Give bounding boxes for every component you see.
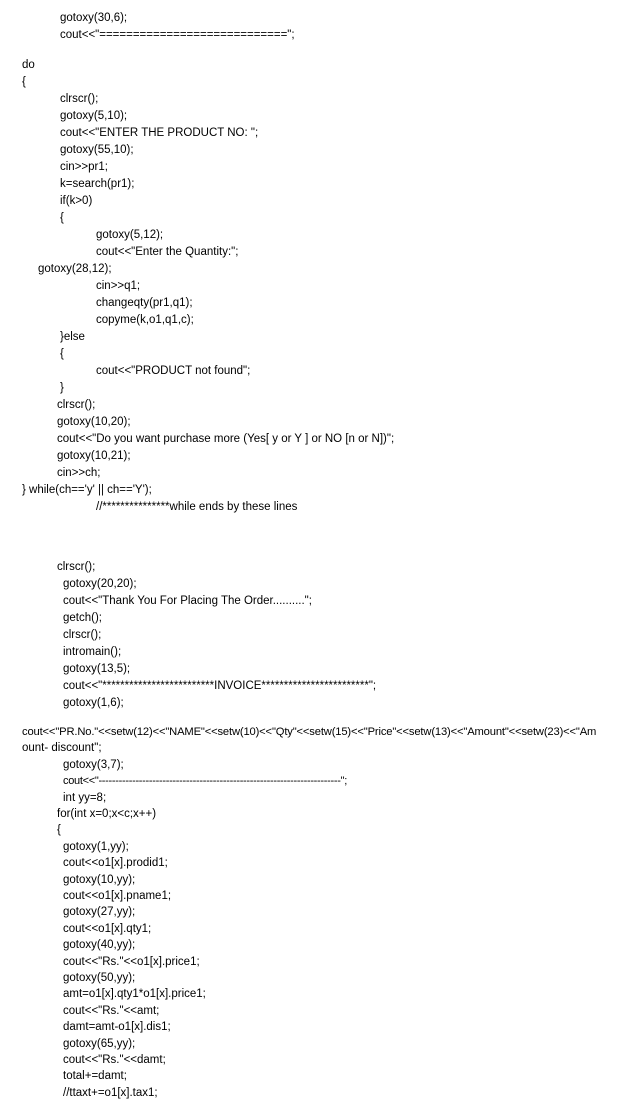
code-line: cout<<o1[x].qty1; — [63, 923, 152, 935]
code-line: ount- discount"; — [22, 742, 102, 754]
code-line: gotoxy(50,yy); — [63, 972, 136, 984]
code-line: gotoxy(40,yy); — [63, 939, 136, 951]
code-line: { — [60, 212, 64, 224]
code-line: cout<<"------------------------------------------------------------------------"; — [63, 775, 347, 787]
code-line: gotoxy(3,7); — [63, 759, 124, 771]
code-line: k=search(pr1); — [60, 178, 135, 190]
code-line: intromain(); — [63, 646, 122, 658]
code-line: cout<<"Thank You For Placing The Order.........."; — [63, 595, 312, 607]
code-line: gotoxy(10,20); — [57, 416, 131, 428]
code-line: } — [60, 382, 64, 394]
code-line: cout<<"*************************INVOICE************************"; — [63, 680, 377, 692]
code-line: gotoxy(1,6); — [63, 697, 124, 709]
code-line: damt=amt-o1[x].dis1; — [63, 1021, 171, 1033]
code-line: cout<<"Rs."<<o1[x].price1; — [63, 956, 200, 968]
code-line: gotoxy(5,10); — [60, 110, 128, 122]
code-line: gotoxy(65,yy); — [63, 1038, 136, 1050]
code-line: }else — [60, 331, 85, 343]
code-line: gotoxy(13,5); — [63, 663, 131, 675]
code-line: clrscr(); — [63, 629, 102, 641]
code-line: } while(ch=='y' || ch=='Y'); — [22, 484, 152, 496]
code-line: int yy=8; — [63, 792, 107, 804]
code-line: copyme(k,o1,q1,c); — [96, 314, 194, 326]
code-line: cout<<"============================"; — [60, 29, 295, 41]
code-line: cout<<o1[x].prodid1; — [63, 857, 168, 869]
code-line: for(int x=0;x<c;x++) — [57, 808, 157, 820]
code-line: clrscr(); — [57, 399, 96, 411]
code-line: cout<<"ENTER THE PRODUCT NO: "; — [60, 127, 259, 139]
code-line: cin>>ch; — [57, 467, 101, 479]
code-line: gotoxy(10,21); — [57, 450, 131, 462]
code-line: cin>>q1; — [96, 280, 141, 292]
code-line: gotoxy(55,10); — [60, 144, 134, 156]
code-line: total+=damt; — [63, 1070, 127, 1082]
code-line: cout<<"Enter the Quantity:"; — [96, 246, 239, 258]
code-line: cout<<"PRODUCT not found"; — [96, 365, 251, 377]
code-line: cout<<"Rs."<<amt; — [63, 1005, 160, 1017]
code-line: gotoxy(20,20); — [63, 578, 137, 590]
code-line: gotoxy(28,12); — [38, 263, 112, 275]
code-line: cin>>pr1; — [60, 161, 108, 173]
code-line: amt=o1[x].qty1*o1[x].price1; — [63, 988, 206, 1000]
code-line: do — [22, 59, 35, 71]
code-line: { — [60, 348, 64, 360]
code-line: clrscr(); — [60, 93, 99, 105]
code-line: cout<<"Rs."<<damt; — [63, 1054, 166, 1066]
code-line: if(k>0) — [60, 195, 93, 207]
code-line: cout<<o1[x].pname1; — [63, 890, 172, 902]
code-line: gotoxy(27,yy); — [63, 906, 136, 918]
code-line: gotoxy(1,yy); — [63, 841, 129, 853]
code-line: gotoxy(5,12); — [96, 229, 164, 241]
code-line: clrscr(); — [57, 561, 96, 573]
code-line: //***************while ends by these lines — [96, 501, 298, 513]
code-line: //ttaxt+=o1[x].tax1; — [63, 1087, 158, 1099]
code-line: { — [22, 76, 26, 88]
code-line: changeqty(pr1,q1); — [96, 297, 193, 309]
code-line: gotoxy(30,6); — [60, 12, 128, 24]
code-line: cout<<"PR.No."<<setw(12)<<"NAME"<<setw(10)<<"Qty"<<setw(15)<<"Price"<<setw(13)<<"Amount"<<setw(23)<<"Am — [22, 726, 597, 738]
code-line: { — [57, 824, 61, 836]
code-line: gotoxy(10,yy); — [63, 874, 136, 886]
code-line: cout<<"Do you want purchase more (Yes[ y or Y ] or NO [n or N])"; — [57, 433, 395, 445]
code-line: getch(); — [63, 612, 102, 624]
